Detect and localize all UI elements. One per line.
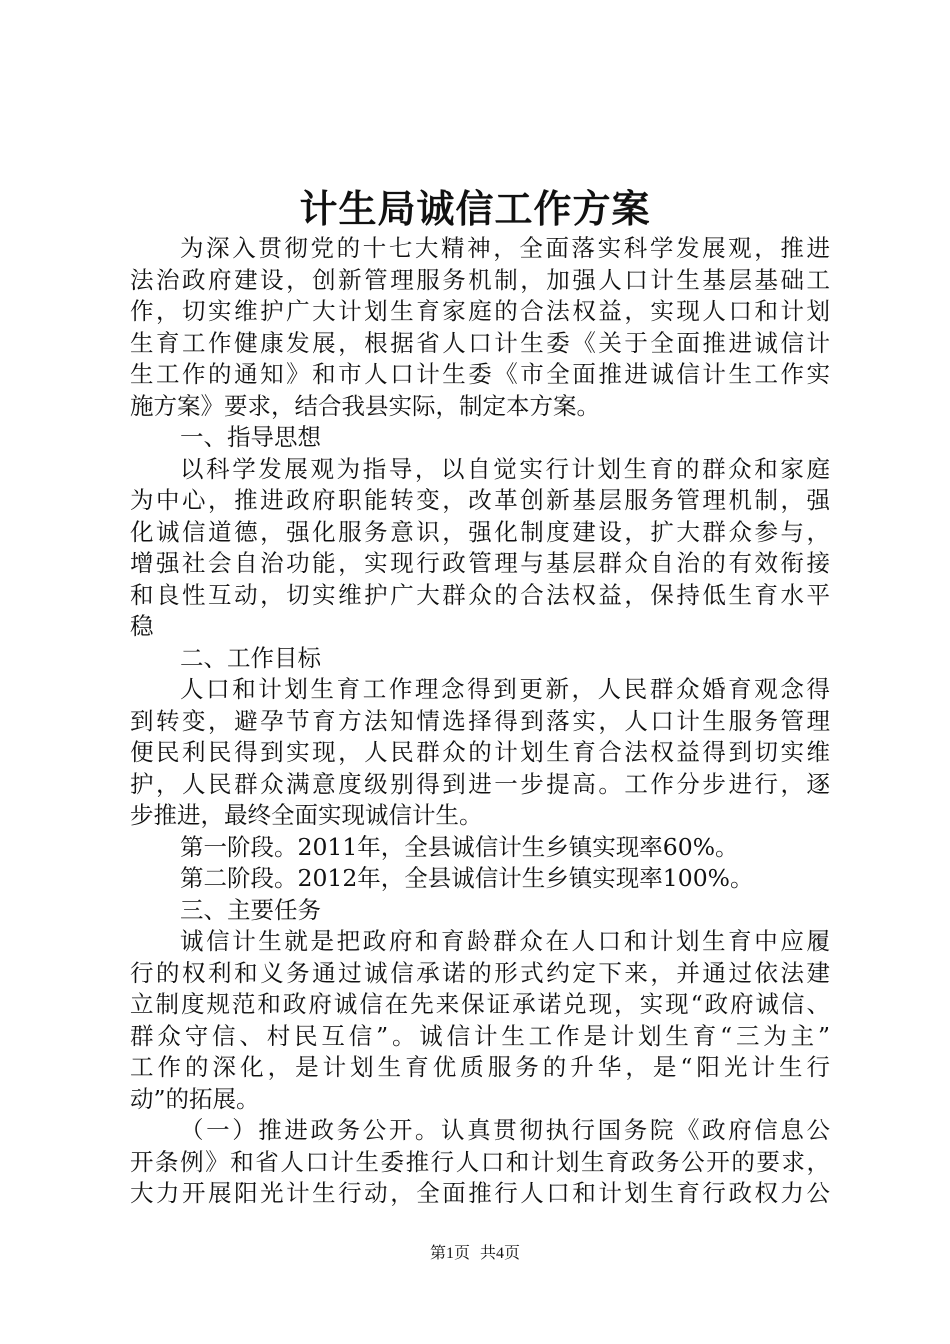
text-line: 法治政府建设，创新管理服务机制，加强人口计生基层基础工 bbox=[130, 265, 830, 294]
text-line: 施方案》要求，结合我县实际，制定本方案。 bbox=[130, 391, 600, 420]
text-line: 第二阶段。2012年，全县诚信计生乡镇实现率100%。 bbox=[180, 864, 754, 892]
text-line: 以科学发展观为指导，以自觉实行计划生育的群众和家庭 bbox=[180, 454, 830, 483]
text-line: 诚信计生就是把政府和育龄群众在人口和计划生育中应履 bbox=[180, 927, 830, 955]
document-body bbox=[130, 233, 830, 1210]
text-line: （一）推进政务公开。认真贯彻执行国务院《政府信息公 bbox=[180, 1116, 830, 1144]
text-line: 便民利民得到实现，人民群众的计划生育合法权益得到切实维 bbox=[130, 738, 830, 766]
text-line: 第一阶段。2011年，全县诚信计生乡镇实现率60%。 bbox=[180, 832, 739, 861]
text-line: 三、主要任务 bbox=[180, 895, 321, 924]
text-line: 和良性互动，切实维护广大群众的合法权益，保持低生育水平 bbox=[130, 580, 830, 609]
text-line: 为中心，推进政府职能转变，改革创新基层服务管理机制，强 bbox=[130, 486, 830, 514]
page-total: 共4页 bbox=[480, 1245, 521, 1262]
text-line: 生育工作健康发展，根据省人口计生委《关于全面推进诚信计 bbox=[130, 328, 830, 357]
text-line: 一、指导思想 bbox=[180, 423, 321, 451]
text-line: 增强社会自治功能，实现行政管理与基层群众自治的有效衔接 bbox=[130, 549, 830, 577]
text-line: 护，人民群众满意度级别得到进一步提高。工作分步进行，逐 bbox=[130, 769, 830, 798]
text-line: 稳 bbox=[130, 612, 154, 640]
page-number: 第1页 bbox=[429, 1245, 470, 1262]
text-line: 群众守信、村民互信”。诚信计生工作是计划生育“三为主” bbox=[130, 1021, 830, 1050]
text-line: 行的权利和义务通过诚信承诺的形式约定下来，并通过依法建 bbox=[130, 958, 830, 987]
text-line: 开条例》和省人口计生委推行人口和计划生育政务公开的要求， bbox=[130, 1147, 830, 1176]
text-line: 动”的拓展。 bbox=[130, 1084, 260, 1113]
text-line: 作，切实维护广大计划生育家庭的合法权益，实现人口和计划 bbox=[130, 297, 830, 325]
text-line: 步推进，最终全面实现诚信计生。 bbox=[130, 801, 483, 829]
text-line: 人口和计划生育工作理念得到更新，人民群众婚育观念得 bbox=[180, 675, 830, 703]
text-line: 工作的深化，是计划生育优质服务的升华，是“阳光计生行 bbox=[130, 1053, 830, 1081]
text-line: 二、工作目标 bbox=[180, 643, 321, 672]
document-title: 计生局诚信工作方案 bbox=[299, 186, 651, 231]
page-footer bbox=[0, 1243, 950, 1265]
text-line: 为深入贯彻党的十七大精神，全面落实科学发展观，推进 bbox=[180, 234, 830, 262]
text-line: 到转变，避孕节育方法知情选择得到落实，人口计生服务管理 bbox=[130, 706, 830, 735]
text-line: 大力开展阳光计生行动，全面推行人口和计划生育行政权力公 bbox=[130, 1179, 830, 1207]
text-line: 生工作的通知》和市人口计生委《市全面推进诚信计生工作实 bbox=[130, 360, 830, 388]
text-line: 化诚信道德，强化服务意识，强化制度建设，扩大群众参与， bbox=[130, 517, 830, 546]
text-line: 立制度规范和政府诚信在先来保证承诺兑现，实现“政府诚信、 bbox=[130, 990, 830, 1018]
